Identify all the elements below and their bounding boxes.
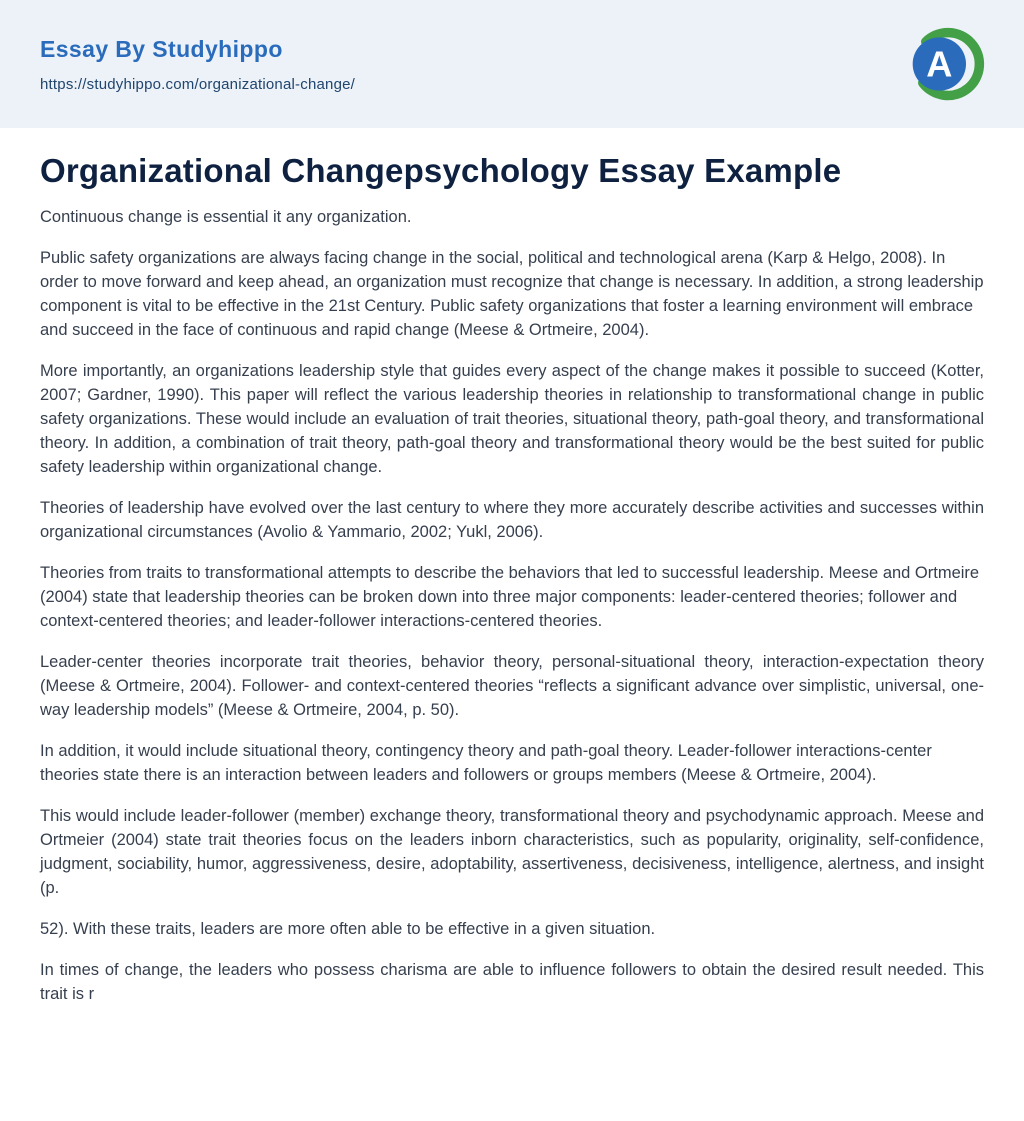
- essay-body: [40, 205, 984, 1006]
- essay-paragraph: Theories of leadership have evolved over the last century to where they more accurately describe activities and successes within organizational circumstances (Avolio & Yammario, 2002; Yukl, 2006).: [40, 498, 984, 541]
- site-title: Essay By Studyhippo: [40, 35, 283, 62]
- essay-paragraph: In times of change, the leaders who possess charisma are able to influence followers to obtain the desired result needed. This trait is r: [40, 960, 984, 1003]
- essay-paragraph: Continuous change is essential it any organization.: [40, 207, 412, 226]
- essay-paragraph: More importantly, an organizations leadership style that guides every aspect of the change makes it possible to succeed (Kotter, 2007; Gardner, 1990). This paper will reflect the various leadership theories in relationship to transformational change in public safety organizations. These would include an evaluation of trait theories, situational theory, path-goal theory, and transformational theory. In addition, a combination of trait theory, path-goal theory and transformational theory would be the best suited for public safety leadership within organizational change.: [40, 361, 984, 476]
- essay-title: Organizational Changepsychology Essay Example: [40, 152, 842, 189]
- page-header: [0, 0, 1024, 128]
- essay-paragraph: 52). With these traits, leaders are more often able to be effective in a given situation.: [40, 919, 656, 938]
- logo-letter: A: [926, 43, 953, 85]
- essay-paragraph: Public safety organizations are always facing change in the social, political and technological arena (Karp & Helgo, 2008). In order to move forward and keep ahead, an organization must recognize that change is necessary. In addition, a strong leadership component is vital to be effective in the 21st Century. Public safety organizations that foster a learning environment will embrace and succeed in the face of continuous and rapid change (Meese & Ortmeire, 2004).: [40, 248, 984, 339]
- essay-paragraph: Theories from traits to transformational attempts to describe the behaviors that led to successful leadership. Meese and Ortmeire (2004) state that leadership theories can be broken down into three major components: leader-centered theories; follower and context-centered theories; and leader-follower interactions-centered theories.: [40, 563, 980, 630]
- essay-paragraph: In addition, it would include situational theory, contingency theory and path-goal theory. Leader-follower interactions-center theories state there is an interaction between leaders and followers or groups members (Meese & Ortmeire, 2004).: [40, 741, 932, 784]
- header-text-block: [40, 36, 355, 93]
- studyhippo-logo-icon: [906, 24, 986, 104]
- source-url-link[interactable]: https://studyhippo.com/organizational-change/: [40, 75, 356, 93]
- essay-paragraph: Leader-center theories incorporate trait theories, behavior theory, personal-situational theory, interaction-expectation theory (Meese & Ortmeire, 2004). Follower- and context-centered theories “reflects a significant advance over simplistic, universal, one-way leadership models” (Meese & Ortmeire, 2004, p. 50).: [40, 652, 984, 719]
- essay-content: [0, 128, 1024, 1006]
- essay-paragraph: This would include leader-follower (member) exchange theory, transformational theory and psychodynamic approach. Meese and Ortmeier (2004) state trait theories focus on the leaders inborn characteristics, such as popularity, originality, self-confidence, judgment, sociability, humor, aggressiveness, desire, adoptability, assertiveness, decisiveness, intelligence, alertness, and insight (p.: [40, 806, 984, 897]
